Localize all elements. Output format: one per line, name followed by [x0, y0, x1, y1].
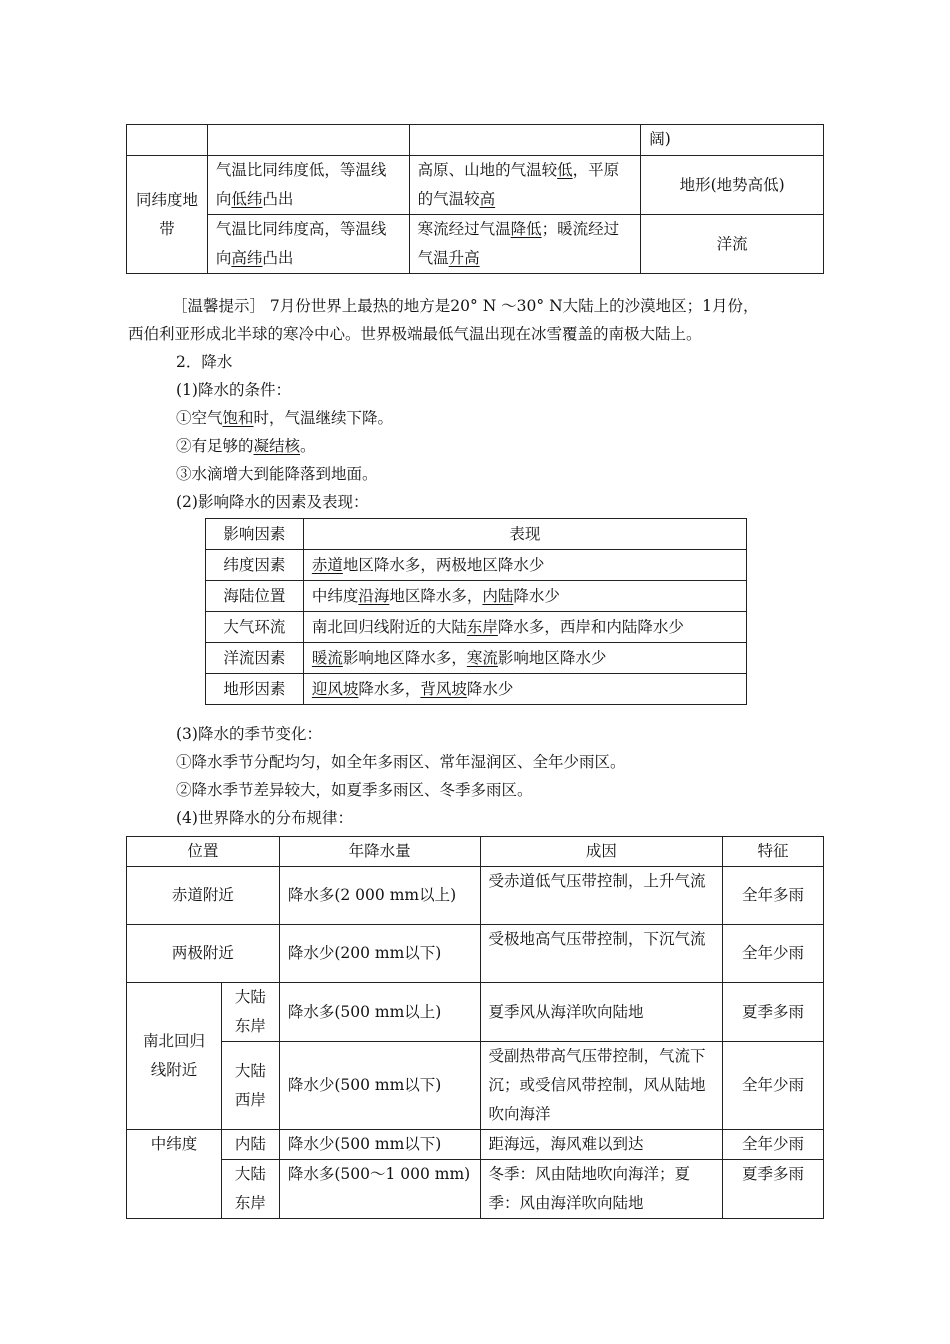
table-cell: 阔)	[641, 125, 824, 156]
underlined-answer: 东岸	[466, 618, 498, 636]
amount-cell: 降水少(500 mm以下)	[279, 1130, 480, 1160]
cell-text: 凸出	[262, 190, 294, 208]
amount-cell: 降水少(200 mm以下)	[279, 925, 480, 983]
column-header: 成因	[480, 837, 723, 867]
sub-position-cell: 内陆	[221, 1130, 279, 1160]
sub-position-cell: 大陆东岸	[221, 983, 279, 1042]
group-label-cell: 中纬度	[127, 1130, 222, 1219]
table-header-row	[206, 519, 747, 550]
position-cell: 赤道附近	[127, 867, 280, 925]
column-header: 特征	[723, 837, 824, 867]
factor-cell: 海陆位置	[206, 581, 304, 612]
table-row	[127, 1160, 824, 1219]
table-cell	[127, 125, 208, 156]
feature-cell: 全年少雨	[723, 1042, 824, 1130]
cell-text: 凸出	[262, 249, 294, 267]
table-row	[127, 1130, 824, 1160]
table-row	[206, 612, 747, 643]
cell-text: 气温比同纬度高，等温线向	[215, 220, 387, 267]
cell-text: 降水少	[513, 587, 560, 605]
item-text: ①空气	[176, 409, 223, 427]
subsection-heading: (1)降水的条件：	[176, 381, 291, 399]
underlined-answer: 迎风坡	[311, 680, 359, 698]
cell-text: 影响地区降水多，	[342, 649, 467, 667]
table-cell: 洋流	[641, 215, 824, 274]
position-cell: 两极附近	[127, 925, 280, 983]
sub-position-cell: 大陆东岸	[221, 1160, 279, 1219]
group-label-cell	[127, 983, 222, 1130]
condition-item	[176, 404, 393, 432]
cause-cell: 受副热带高气压带控制，气流下沉；或受信风带控制，风从陆地吹向海洋	[480, 1042, 723, 1130]
factor-cell: 纬度因素	[206, 550, 304, 581]
table-cell	[409, 156, 641, 215]
cell-text: 降水多，西岸和内陆降水少	[497, 618, 684, 636]
table-row	[127, 156, 824, 215]
condition-item	[176, 432, 316, 460]
cause-cell: 受极地高气压带控制，下沉气流	[480, 925, 723, 983]
manifestation-cell	[303, 581, 746, 612]
cell-text: 地区降水多，	[389, 587, 483, 605]
world-precipitation-table	[126, 836, 824, 1219]
underlined-answer: 寒流	[466, 649, 498, 667]
manifestation-cell	[303, 550, 746, 581]
cell-text: 降水少	[466, 680, 514, 698]
underlined-answer: 高	[479, 190, 496, 208]
feature-cell: 夏季多雨	[723, 983, 824, 1042]
amount-cell: 降水少(500 mm以下)	[279, 1042, 480, 1130]
cell-text: 寒流经过气温	[417, 220, 511, 238]
table-row	[127, 867, 824, 925]
cell-text: ；暖流经过气温	[417, 220, 620, 267]
column-header: 影响因素	[206, 519, 304, 550]
cell-text: 影响地区降水少	[497, 649, 607, 667]
amount-cell: 降水多(2 000 mm以上)	[279, 867, 480, 925]
cell-text: 中纬度	[311, 587, 359, 605]
table-cell	[207, 125, 409, 156]
cell-text: 高原、山地的气温较	[417, 161, 558, 179]
table-row	[127, 925, 824, 983]
tip-line-1: ［温馨提示］ 7月份世界上最热的地方是20° N ～30° N大陆上的沙漠地区；1月份，	[172, 297, 759, 315]
seasonal-item: ①降水季节分配均匀，如全年多雨区、常年湿润区、全年少雨区。	[176, 753, 626, 771]
table-cell: 地形(地势高低)	[641, 156, 824, 215]
underlined-answer: 升高	[448, 249, 480, 267]
subsection-heading: (3)降水的季节变化：	[176, 725, 322, 743]
cause-cell: 夏季风从海洋吹向陆地	[480, 983, 723, 1042]
precipitation-factors-table	[205, 518, 747, 705]
factor-cell: 大气环流	[206, 612, 304, 643]
table-row	[127, 125, 824, 156]
amount-cell: 降水多(500 mm以上)	[279, 983, 480, 1042]
underlined-answer: 降低	[510, 220, 542, 238]
feature-cell: 全年少雨	[723, 1130, 824, 1160]
item-text: ②有足够的	[176, 437, 254, 455]
table-row	[206, 643, 747, 674]
column-header: 位置	[127, 837, 280, 867]
table-cell	[207, 215, 409, 274]
group-label: 同纬度地带	[135, 190, 198, 238]
underlined-answer: 沿海	[358, 587, 390, 605]
group-label: 南北回归线附近	[142, 1032, 205, 1079]
table-body	[206, 550, 747, 705]
item-text: 时，气温继续下降。	[253, 409, 394, 427]
cause-cell: 距海远，海风难以到达	[480, 1130, 723, 1160]
underlined-answer: 赤道	[311, 556, 343, 574]
table-row	[206, 581, 747, 612]
manifestation-cell	[303, 674, 746, 705]
table-cell	[207, 156, 409, 215]
table-row	[206, 550, 747, 581]
condition-item: ③水滴增大到能降落到地面。	[176, 465, 378, 483]
underlined-answer: 暖流	[311, 649, 343, 667]
feature-cell: 夏季多雨	[723, 1160, 824, 1219]
table-row	[206, 674, 747, 705]
underlined-answer: 饱和	[222, 409, 254, 427]
table-row	[127, 1042, 824, 1130]
table-row	[127, 215, 824, 274]
table-cell	[409, 215, 641, 274]
underlined-answer: 凝结核	[253, 437, 301, 455]
factor-cell: 地形因素	[206, 674, 304, 705]
cell-text: ，平原的气温较	[417, 161, 620, 208]
amount-cell: 降水多(500～1 000 mm)	[279, 1160, 480, 1219]
seasonal-item: ②降水季节差异较大，如夏季多雨区、冬季多雨区。	[176, 781, 533, 799]
cell-text: 南北回归线附近的大陆	[311, 618, 467, 636]
feature-cell: 全年少雨	[723, 925, 824, 983]
cell-text: 地区降水多，两极地区降水少	[342, 556, 545, 574]
item-text: 。	[300, 437, 316, 455]
subsection-heading: (2)影响降水的因素及表现：	[176, 493, 369, 511]
table-row	[127, 983, 824, 1042]
underlined-answer: 低	[557, 161, 573, 179]
table-header-row	[127, 837, 824, 867]
section-title: 2．降水	[176, 353, 233, 371]
group-label-cell	[127, 156, 208, 274]
underlined-answer: 低纬	[231, 190, 263, 208]
feature-cell: 全年多雨	[723, 867, 824, 925]
cause-cell: 冬季：风由陆地吹向海洋；夏季：风由海洋吹向陆地	[480, 1160, 723, 1219]
underlined-answer: 高纬	[231, 249, 263, 267]
subsection-heading: (4)世界降水的分布规律：	[176, 809, 353, 827]
manifestation-cell	[303, 643, 746, 674]
tip-line-2: 西伯利亚形成北半球的寒冷中心。世界极端最低气温出现在冰雪覆盖的南极大陆上。	[128, 325, 702, 343]
table-cell	[409, 125, 641, 156]
column-header: 年降水量	[279, 837, 480, 867]
underlined-answer: 内陆	[482, 587, 514, 605]
cell-text: 气温比同纬度低，等温线向	[215, 161, 387, 208]
column-header: 表现	[303, 519, 746, 550]
factor-cell: 洋流因素	[206, 643, 304, 674]
underlined-answer: 背风坡	[420, 680, 467, 698]
temperature-factors-table	[126, 124, 824, 274]
sub-position-cell: 大陆西岸	[221, 1042, 279, 1130]
manifestation-cell	[303, 612, 746, 643]
cell-text: 降水多，	[358, 680, 421, 698]
cause-cell: 受赤道低气压带控制，上升气流	[480, 867, 723, 925]
